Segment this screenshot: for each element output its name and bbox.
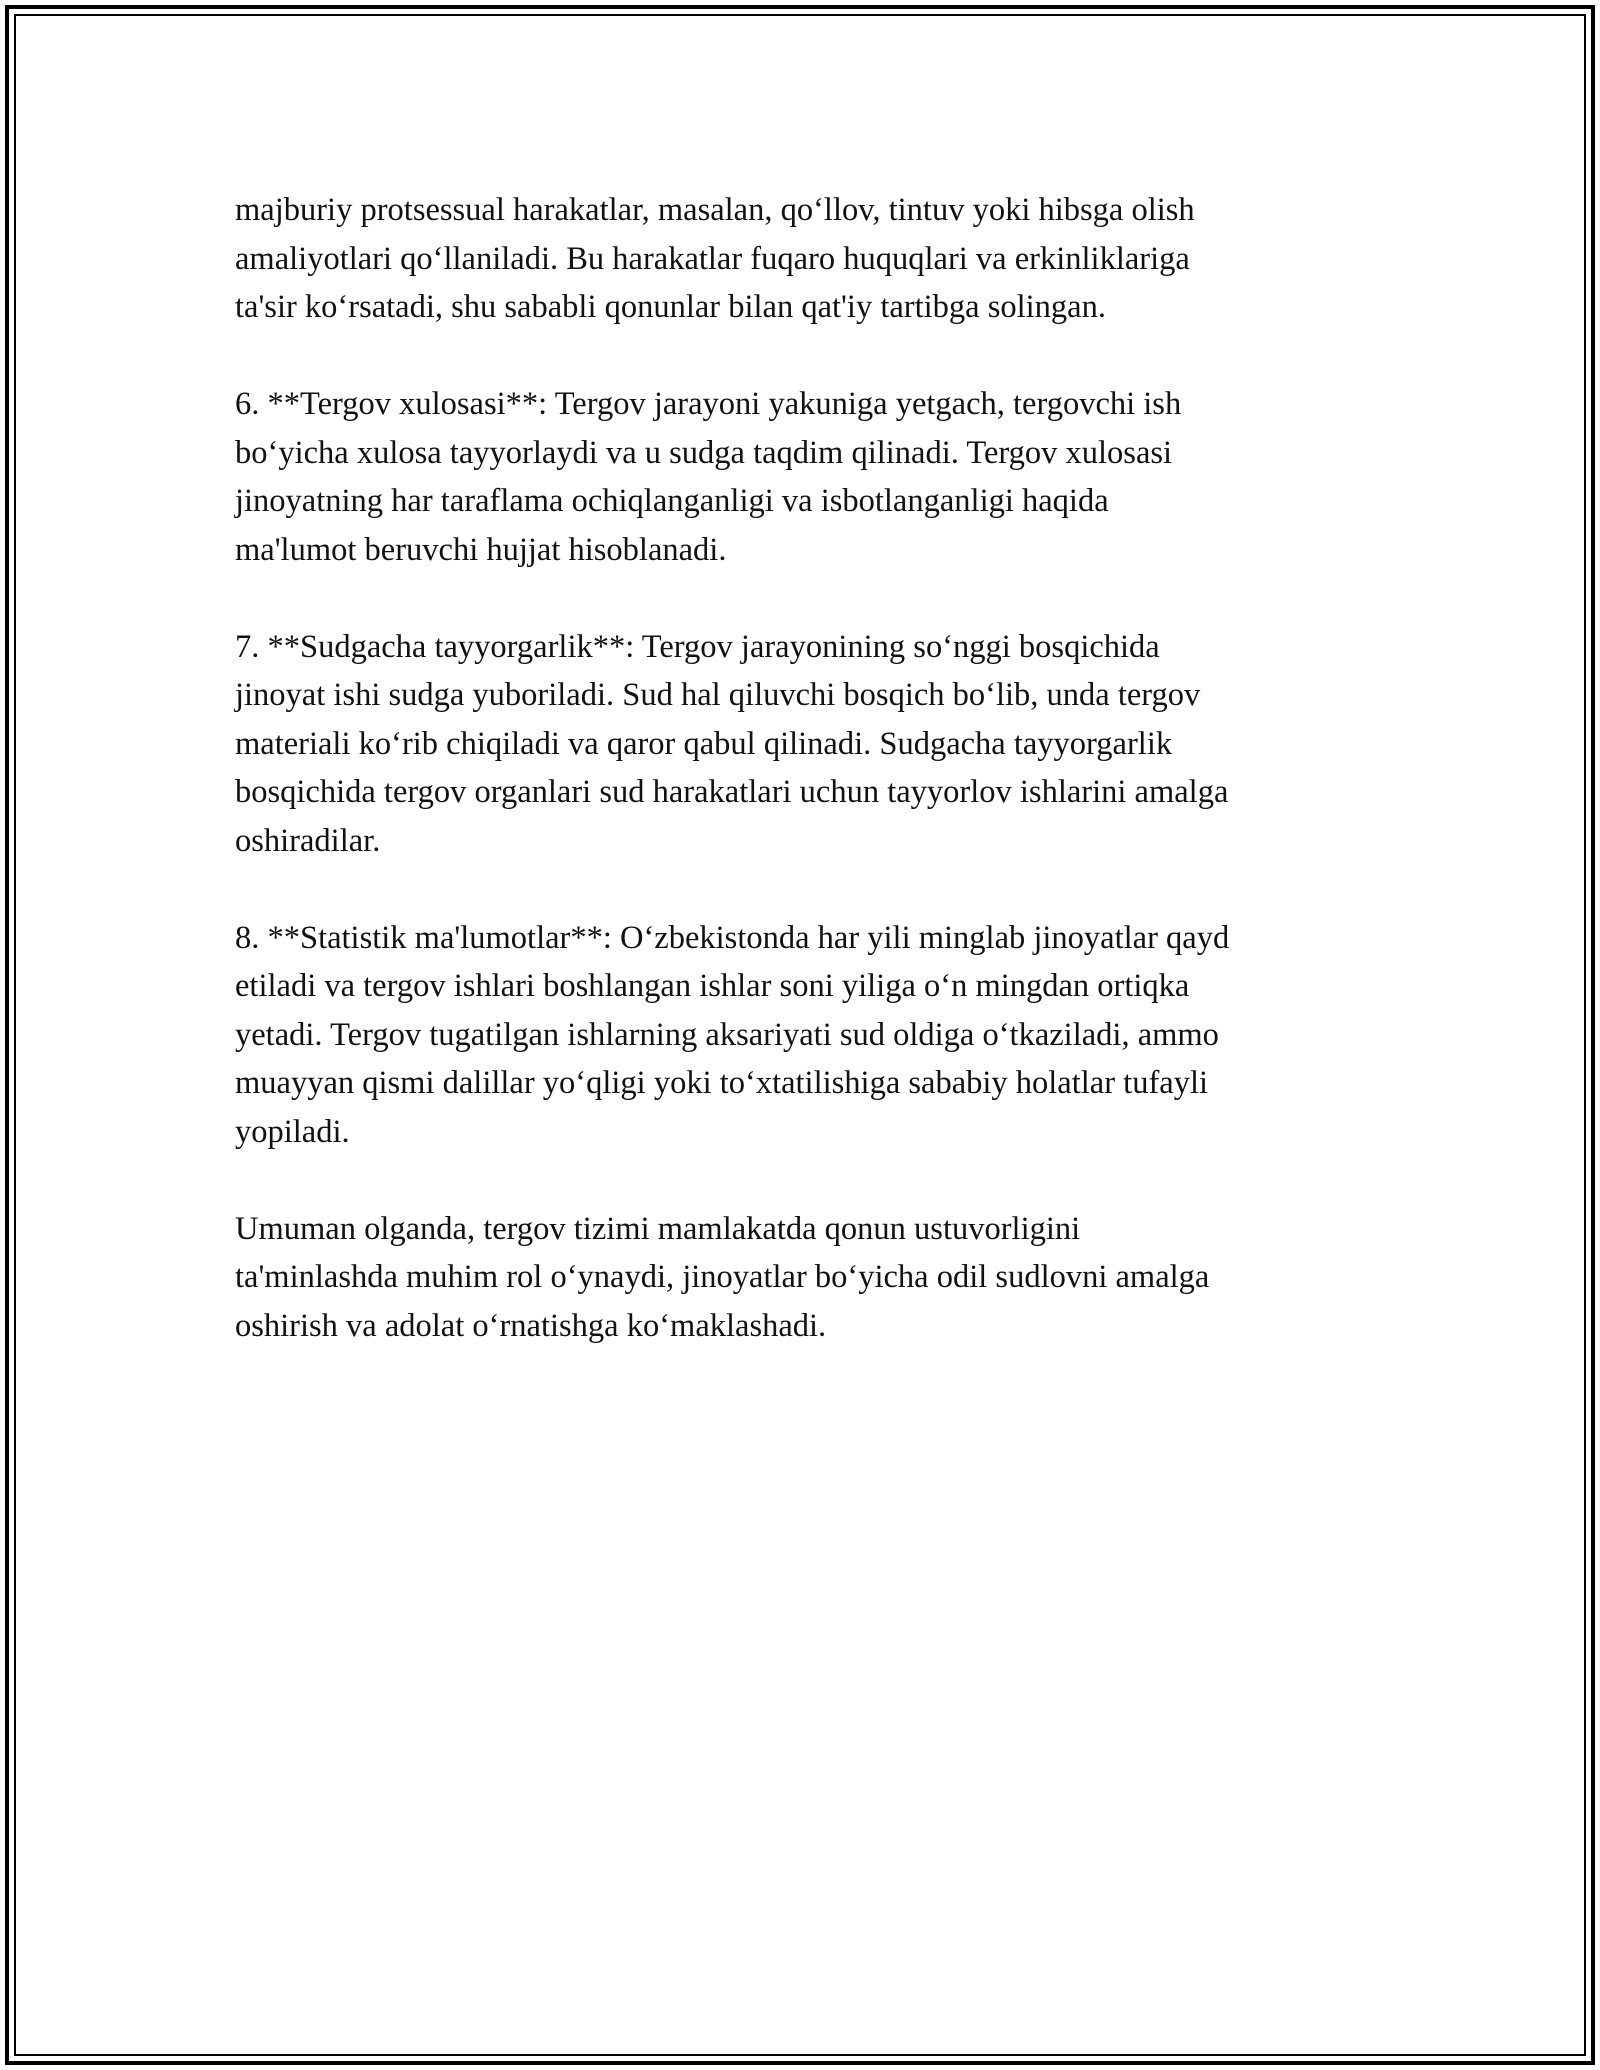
text-line: etiladi va tergov ishlari boshlangan ishlar soni yiliga o‘n mingdan ortiqka	[235, 968, 1190, 1004]
paragraph-conclusion	[235, 1205, 1375, 1351]
text-line: jinoyat ishi sudga yuboriladi. Sud hal qiluvchi bosqich bo‘lib, unda tergov	[235, 677, 1201, 713]
text-line: majburiy protsessual harakatlar, masalan, qo‘llov, tintuv yoki hibsga olish	[235, 192, 1195, 228]
text-line: 7. **Sudgacha tayyorgarlik**: Tergov jarayonining so‘nggi bosqichida	[235, 628, 1160, 665]
text-line: 6. **Tergov xulosasi**: Tergov jarayoni yakuniga yetgach, tergovchi ish	[235, 386, 1182, 422]
text-line: muayyan qismi dalillar yo‘qligi yoki to‘xtatilishiga sababiy holatlar tufayli	[235, 1065, 1209, 1101]
text-line: oshirish va adolat o‘rnatishga ko‘maklashadi.	[235, 1307, 827, 1344]
text-line: ta'sir ko‘rsatadi, shu sababli qonunlar bilan qat'iy tartibga solingan.	[235, 289, 1106, 325]
text-line: yopiladi.	[235, 1113, 350, 1150]
text-line: bo‘yicha xulosa tayyorlaydi va u sudga taqdim qilinadi. Tergov xulosasi	[235, 434, 1173, 471]
text-line: materiali ko‘rib chiqiladi va qaror qabul qilinadi. Sudgacha tayyorgarlik	[235, 725, 1173, 762]
paragraph-coercive-actions	[235, 186, 1375, 332]
paragraph-pretrial-preparation	[235, 623, 1375, 866]
text-line: ta'minlashda muhim rol o‘ynaydi, jinoyatlar bo‘yicha odil sudlovni amalga	[235, 1259, 1210, 1295]
text-line: 8. **Statistik ma'lumotlar**: O‘zbekistonda har yili minglab jinoyatlar qayd	[235, 919, 1230, 956]
text-line: oshiradilar.	[235, 822, 381, 859]
text-line: bosqichida tergov organlari sud harakatlari uchun tayyorlov ishlarini amalga	[235, 774, 1229, 810]
text-line: Umuman olganda, tergov tizimi mamlakatda qonun ustuvorligini	[235, 1210, 1081, 1247]
text-line: amaliyotlari qo‘llaniladi. Bu harakatlar fuqaro huquqlari va erkinliklariga	[235, 240, 1190, 277]
text-line: yetadi. Tergov tugatilgan ishlarning aksariyati sud oldiga o‘tkaziladi, ammo	[235, 1016, 1219, 1053]
paragraph-statistics	[235, 914, 1375, 1157]
paragraph-investigation-conclusion	[235, 380, 1375, 574]
document-body	[235, 186, 1375, 1399]
text-line: ma'lumot beruvchi hujjat hisoblanadi.	[235, 531, 727, 568]
text-line: jinoyatning har taraflama ochiqlanganligi va isbotlanganligi haqida	[235, 483, 1109, 519]
